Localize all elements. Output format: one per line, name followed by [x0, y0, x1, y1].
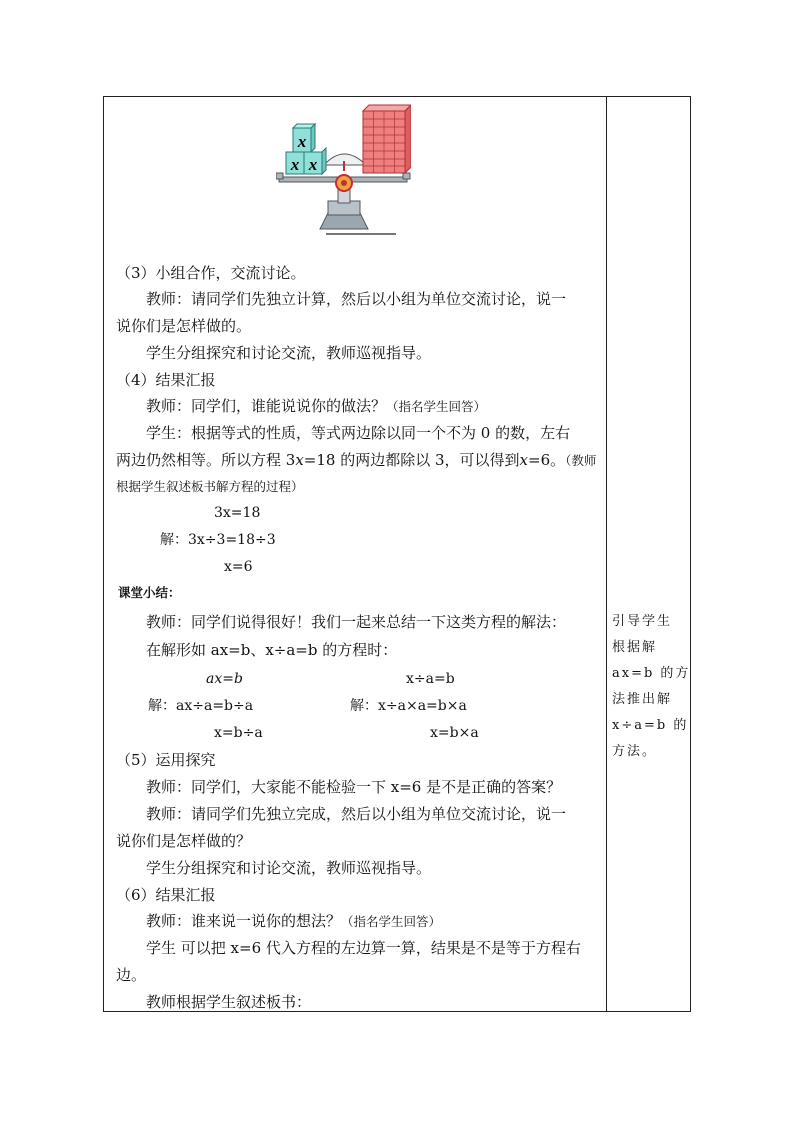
note-line: 根据学生叙述板书解方程的过程）	[116, 479, 304, 494]
var-span: x	[295, 451, 304, 469]
text-span: 教师：谁来说一说你的想法？	[146, 912, 342, 930]
x-cubes	[286, 124, 326, 174]
equation: x=6	[224, 559, 253, 575]
text-line: 说你们是怎样做的。	[116, 317, 252, 335]
lesson-table	[103, 96, 691, 1012]
side-note-line: 法推出解	[612, 692, 673, 707]
var-span: x	[519, 451, 529, 469]
text-line: 边。	[116, 966, 147, 984]
equation: x=b×a	[430, 725, 479, 741]
column-divider	[606, 97, 607, 1011]
note-span: （指名学生回答）	[386, 399, 487, 414]
equation: ax=b	[206, 671, 243, 687]
text-span: 教师：同学们，谁能说说你的做法？	[146, 397, 387, 415]
equation: 解：ax÷a=b÷a	[148, 698, 254, 714]
equation: x÷a=b	[406, 671, 455, 687]
text-span: =18 的两边都除以 3，可以得到	[303, 451, 520, 469]
cube-label: x	[290, 155, 300, 174]
side-note-line: ax=b 的方	[612, 666, 691, 681]
step-5-heading: （5）运用探究	[116, 751, 216, 769]
step-3-heading: （3）小组合作，交流讨论。	[116, 264, 306, 282]
balance-scale-figure	[276, 103, 411, 241]
side-note-line: 方法。	[612, 744, 658, 759]
side-note-line: 根据解	[612, 640, 658, 655]
note-span: （教师	[565, 453, 597, 468]
text-span: 两边仍然相等。所以方程 3	[116, 451, 296, 469]
text-line: 学生分组探究和讨论交流，教师巡视指导。	[146, 344, 432, 362]
main-column	[104, 97, 606, 1011]
text-span: =6。	[528, 451, 566, 469]
note-span: （指名学生回答）	[341, 914, 442, 929]
text-line: 教师：同学们，大家能不能检验一下 x=6 是不是正确的答案？	[146, 778, 562, 796]
side-note-line: x÷a=b 的	[612, 718, 689, 733]
equation: 解：3x÷3=18÷3	[160, 532, 276, 548]
cube-label: x	[297, 132, 307, 151]
cube-label: x	[308, 155, 318, 174]
equation: x=b÷a	[214, 725, 263, 741]
step-4-heading: （4）结果汇报	[116, 371, 216, 389]
step-6-heading: （6）结果汇报	[116, 886, 216, 904]
text-line: 教师：请同学们先独立计算，然后以小组为单位交流讨论，说一	[146, 290, 567, 308]
equation: 解：x÷a×a=b×a	[350, 698, 467, 714]
text-line: 在解形如 ax=b、x÷a=b 的方程时：	[146, 641, 398, 659]
text-line: 学生：根据等式的性质，等式两边除以同一个不为 0 的数，左右	[146, 424, 571, 442]
text-line: 教师：请同学们先独立完成，然后以小组为单位交流讨论，说一	[146, 805, 567, 823]
text-line	[116, 450, 596, 471]
text-line	[146, 911, 441, 932]
equation: 3x=18	[214, 505, 261, 521]
unit-block-stack	[363, 105, 411, 173]
side-note	[612, 609, 691, 765]
text-line: 说你们是怎样做的？	[116, 832, 252, 850]
text-line: 学生 可以把 x=6 代入方程的左边算一算，结果是不是等于方程右	[146, 939, 581, 957]
text-line: 教师根据学生叙述板书：	[146, 993, 312, 1011]
text-line	[146, 396, 486, 417]
summary-title: 课堂小结：	[118, 585, 181, 600]
text-line: 学生分组探究和讨论交流，教师巡视指导。	[146, 859, 432, 877]
side-note-line: 引导学生	[612, 614, 673, 629]
text-line: 教师：同学们说得很好！我们一起来总结一下这类方程的解法：	[146, 613, 567, 631]
